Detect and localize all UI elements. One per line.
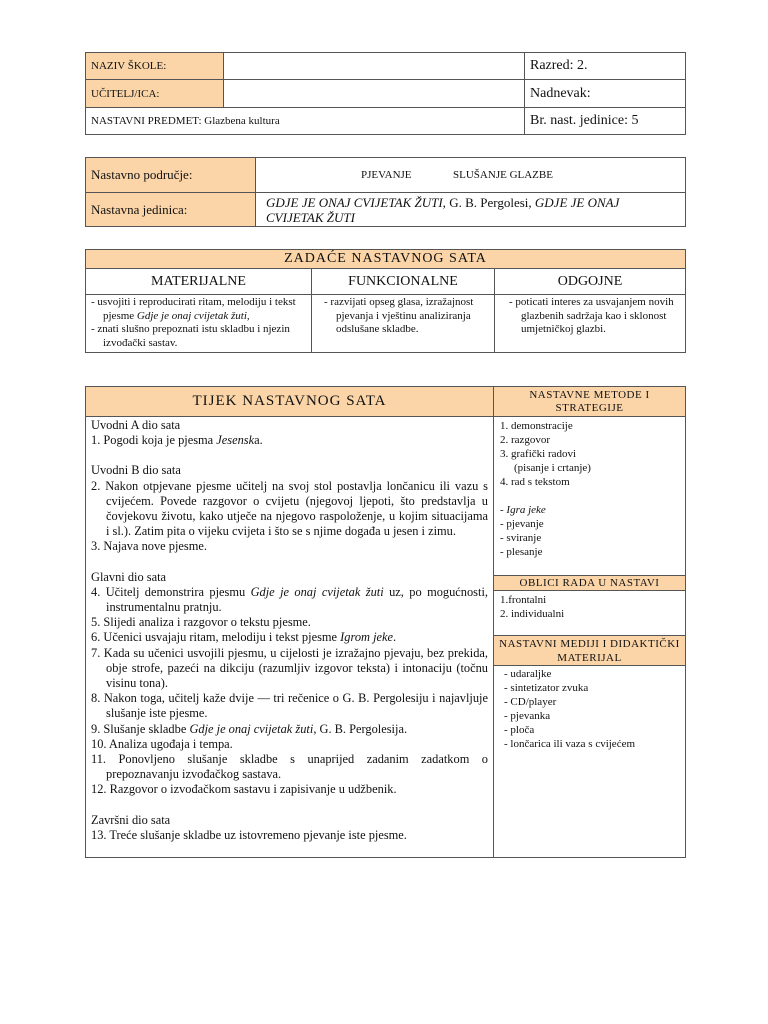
functional-tasks: - razvijati opseg glasa, izražajnost pjevanja i vještinu analiziranja odslušane skladbe. (312, 295, 495, 353)
media-item: - CD/player (504, 696, 557, 708)
unit-number-field[interactable]: Br. nast. jedinice: 5 (525, 108, 686, 135)
step-5: 5. Slijedi analiza i razgovor o tekstu pjesme. (91, 615, 311, 630)
flow-title: TIJEK NASTAVNOG SATA (86, 387, 494, 417)
method-item: - sviranje (500, 532, 542, 544)
step-8: 8. Nakon toga, učitelj kaže dvije — tri rečenice o G. B. Pergolesiju i najavljuje slušanje iste pjesme. (91, 691, 488, 721)
col-educational: ODGOJNE (495, 269, 686, 295)
area-listening: SLUŠANJE GLAZBE (453, 169, 553, 181)
forms-title: OBLICI RADA U NASTAVI (494, 576, 686, 591)
step-3: 3. Najava nove pjesme. (91, 539, 207, 554)
teacher-label: UČITELJ/ICA: (86, 80, 224, 108)
final-heading: Završni dio sata (91, 812, 171, 827)
media-item: - udaraljke (504, 668, 552, 680)
methods-title: NASTAVNE METODE I STRATEGIJE (494, 387, 686, 417)
date-field[interactable]: Nadnevak: (525, 80, 686, 108)
tasks-table (85, 249, 686, 353)
media-item: - pjevanka (504, 710, 551, 722)
tasks-title: ZADAĆE NASTAVNOG SATA (86, 250, 686, 269)
unit-title: GDJE JE ONAJ CVIJETAK ŽUTI, G. B. Pergolesi, GDJE JE ONAJ CVIJETAK ŽUTI (256, 193, 686, 227)
educational-tasks: - poticati interes za usvajanjem novih glazbenih sadržaja kao i sklonost umjetničkoj glazbi. (495, 295, 686, 353)
media-list (494, 666, 686, 858)
main-heading: Glavni dio sata (91, 569, 167, 584)
header-table (85, 52, 686, 135)
methods-list (494, 417, 686, 576)
material-tasks (86, 295, 312, 353)
step-1: 1. Pogodi koja je pjesma Jesenska. (91, 433, 263, 448)
form-item: 1.frontalni (500, 594, 547, 606)
area-label: Nastavno područje: (86, 158, 256, 193)
method-game: - Igra jeke (500, 504, 546, 516)
media-title: NASTAVNI MEDIJI I DIDAKTIČKI MATERIJAL (494, 636, 686, 666)
method-item: (pisanje i crtanje) (514, 462, 591, 474)
method-item: 1. demonstracije (500, 420, 573, 432)
media-item: - sintetizator zvuka (504, 682, 589, 694)
col-functional: FUNKCIONALNE (312, 269, 495, 295)
forms-list (494, 591, 686, 636)
intro-a-heading: Uvodni A dio sata (91, 418, 181, 432)
method-item: - plesanje (500, 546, 543, 558)
step-4: 4. Učitelj demonstrira pjesmu Gdje je onaj cvijetak žuti uz, po mogućnosti, instrumentalnu pratnju. (91, 584, 488, 615)
intro-b-heading: Uvodni B dio sata (91, 463, 181, 478)
media-item: - ploča (504, 724, 535, 736)
flow-table (85, 386, 686, 858)
step-6: 6. Učenici usvajaju ritam, melodiju i tekst pjesme Igrom jeke. (91, 630, 397, 645)
method-item: - pjevanje (500, 518, 544, 530)
method-item: 4. rad s tekstom (500, 476, 570, 488)
subject-field: NASTAVNI PREDMET: Glazbena kultura (86, 108, 525, 135)
step-10: 10. Analiza ugođaja i tempa. (91, 736, 233, 751)
method-item: 2. razgovor (500, 434, 551, 446)
form-item: 2. individualni (500, 608, 565, 620)
unit-label: Nastavna jedinica: (86, 193, 256, 227)
step-12: 12. Razgovor o izvođačkom sastavu i zapisivanje u udžbenik. (91, 782, 397, 797)
step-7: 7. Kada su učenici usvojili pjesmu, u cijelosti je izražajno pjevaju, bez prekida, obje strofe, pazeći na dikciju (razumljiv izgovor teksta) i intonaciju (točnu visinu tona). (91, 645, 488, 691)
grade-field[interactable]: Razred: 2. (525, 53, 686, 80)
material-task-1: - usvojiti i reproducirati ritam, melodiju i tekst pjesme Gdje je onaj cvijetak žuti, (91, 296, 296, 322)
col-material: MATERIJALNE (86, 269, 312, 295)
area-table (85, 157, 686, 227)
media-item: - lončarica ili vaza s cvijećem (504, 738, 636, 750)
step-2: 2. Nakon otpjevane pjesme učitelj na svoj stol postavlja lončanicu ili vazu s cvijećem. Povede razgovor o cvijetu (njegovoj ljepoti, što predstavlja u čovjekovu životu, kako utječe na njegovo raspoloženje, u kojim situacijama i sl.). Zatim pita o vijeku cvijeta i što se s njime događa u jesen i zimu. (91, 478, 488, 539)
step-11: 11. Ponovljeno slušanje skladbe s unaprijed zadanim zadatkom o prepoznavanju izvođačkog sastava. (91, 752, 488, 782)
area-value (256, 158, 686, 193)
school-label: NAZIV ŠKOLE: (86, 53, 224, 80)
method-item: 3. grafički radovi (500, 448, 577, 460)
area-singing: PJEVANJE (361, 169, 412, 181)
flow-content (86, 417, 494, 858)
school-field[interactable] (224, 53, 525, 80)
teacher-field[interactable] (224, 80, 525, 108)
material-task-2: - znati slušno prepoznati istu skladbu i njezin izvođački sastav. (91, 323, 290, 349)
step-13: 13. Treće slušanje skladbe uz istovremeno pjevanje iste pjesme. (91, 827, 407, 842)
step-9: 9. Slušanje skladbe Gdje je onaj cvijetak žuti, G. B. Pergolesija. (91, 721, 408, 736)
